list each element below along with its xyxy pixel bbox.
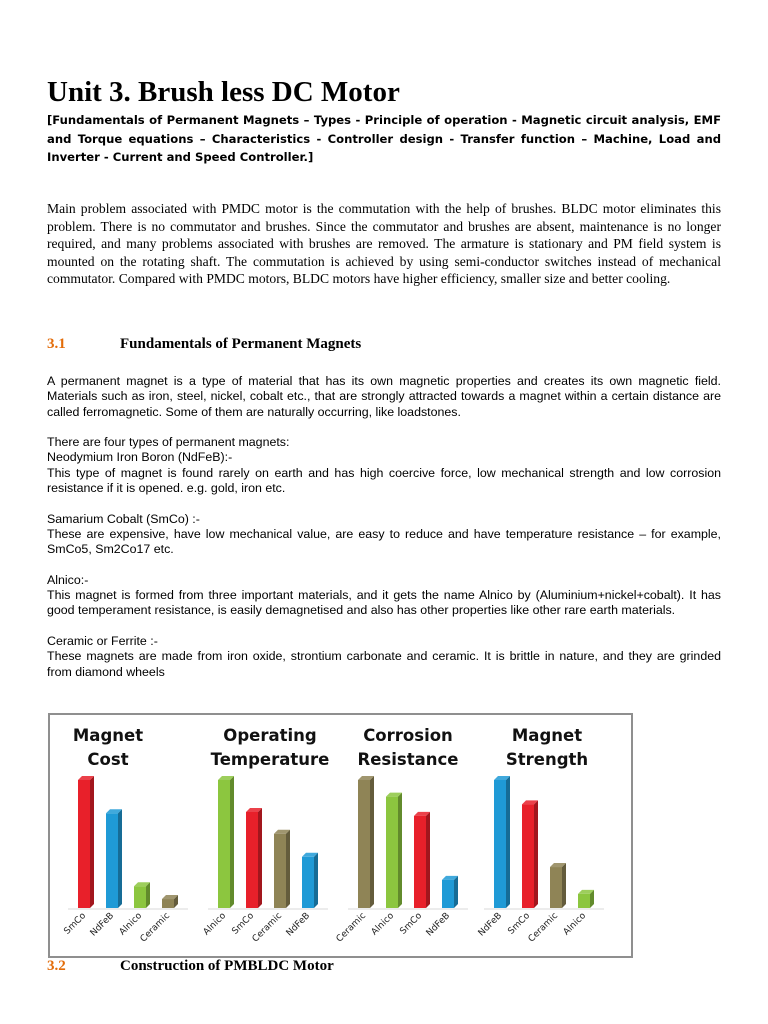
- type-description: These are expensive, have low mechanical value, are easy to reduce and have temperature resistance – for example, SmCo5, Sm2Co17 etc.: [47, 526, 721, 557]
- chart-panel: [477, 726, 604, 944]
- bar-side: [118, 809, 122, 908]
- chart-title: Temperature: [210, 750, 330, 769]
- bar-ceramic: [274, 834, 286, 908]
- section-title: Fundamentals of Permanent Magnets: [120, 336, 362, 352]
- bar-smco: [246, 812, 258, 908]
- bar-alnico: [386, 797, 398, 908]
- bar-ndfeb: [106, 813, 118, 908]
- bar-side: [562, 863, 566, 908]
- type-name: Ceramic or Ferrite :-: [47, 634, 158, 649]
- bar-side: [90, 776, 94, 908]
- section-3-1-body: [47, 374, 721, 680]
- section-number: 3.1: [47, 336, 66, 352]
- types-intro: There are four types of permanent magnets:: [47, 435, 290, 450]
- unit-title: Unit 3. Brush less DC Motor: [47, 76, 400, 108]
- chart-title: Corrosion: [363, 726, 453, 745]
- bar-alnico: [134, 886, 146, 908]
- unit-topics: [Fundamentals of Permanent Magnets – Types - Principle of operation - Magnetic circuit analysis, EMF and Torque equations – Characteristics - Controller design - Transfer function – Machine, Load and Inverter - Current and Speed Controller.]: [47, 113, 721, 164]
- type-description: These magnets are made from iron oxide, strontium carbonate and ceramic. It is brittle in nature, and they are grinded from diamond wheels: [47, 649, 721, 679]
- bar-ndfeb: [494, 780, 506, 908]
- category-label: SmCo: [230, 911, 257, 937]
- bar-ndfeb: [302, 857, 314, 908]
- type-description: This type of magnet is found rarely on earth and has high coercive force, low mechanical strength and low corrosion resistance if it is opened. e.g. gold, iron etc.: [47, 465, 721, 496]
- category-label: SmCo: [398, 911, 425, 937]
- chart-title: Magnet: [72, 726, 144, 745]
- category-label: Alnico: [117, 911, 145, 938]
- section-3-2-heading: [47, 958, 334, 975]
- section-number: 3.2: [47, 958, 66, 974]
- bar-side: [370, 776, 374, 908]
- category-label: Ceramic: [526, 911, 561, 945]
- chart-title: Strength: [505, 750, 589, 769]
- bar-side: [146, 882, 150, 908]
- definition-paragraph: A permanent magnet is a type of material that has its own magnetic properties and creates its own magnetic field. Materials such as iron, steel, nickel, cobalt etc., that are strongly attracted towards a magnet within a certain distance are called ferromagnetic. Some of them are naturally occurring, like loadstones.: [47, 374, 721, 419]
- chart-title: Operating: [223, 726, 317, 745]
- category-label: SmCo: [62, 911, 89, 937]
- bar-ceramic: [550, 867, 562, 908]
- bar-side: [398, 793, 402, 908]
- chart-title: Cost: [87, 750, 129, 769]
- section-3-1-heading: [47, 336, 361, 353]
- magnet-comparison-figure: [48, 713, 633, 958]
- bar-side: [454, 876, 458, 908]
- type-name: Neodymium Iron Boron (NdFeB):-: [47, 450, 233, 465]
- type-name: Alnico:-: [47, 572, 89, 587]
- chart-panel: [62, 726, 188, 944]
- category-label: Ceramic: [334, 911, 369, 945]
- magnet-comparison-charts: [50, 715, 631, 956]
- bar-alnico: [218, 780, 230, 908]
- type-name: Samarium Cobalt (SmCo) :-: [47, 511, 200, 526]
- bar-side: [230, 776, 234, 908]
- category-label: Ceramic: [138, 911, 173, 945]
- bar-ndfeb: [442, 880, 454, 908]
- bar-side: [314, 853, 318, 908]
- bar-side: [534, 800, 538, 908]
- bar-side: [426, 812, 430, 908]
- category-label: NdFeB: [88, 911, 117, 939]
- category-label: Alnico: [201, 911, 229, 938]
- bar-smco: [522, 804, 534, 908]
- category-label: SmCo: [506, 911, 533, 937]
- category-label: NdFeB: [284, 911, 313, 939]
- chart-panel: [202, 726, 330, 944]
- chart-panel: [335, 726, 468, 944]
- category-label: Ceramic: [250, 911, 285, 945]
- category-label: NdFeB: [424, 911, 453, 939]
- chart-title: Magnet: [511, 726, 583, 745]
- bar-side: [286, 830, 290, 908]
- intro-paragraph: Main problem associated with PMDC motor is the commutation with the help of brushes. BLDC motor eliminates this problem. There is no commutator and brushes. Since the commutator and brushes are absent, maintenance is no longer required, and many problems associated with brushes are removed. The armature is stationary and PM field system is mounted on the rotating shaft. The commutation is achieved by using semi-conductor switches instead of mechanical commutator. Compared with PMDC motors, BLDC motors have higher efficiency, smaller size and better cooling.: [47, 201, 721, 286]
- bar-ceramic: [358, 780, 370, 908]
- type-description: This magnet is formed from three important materials, and it gets the name Alnico by (Aluminium+nickel+cobalt). It has good temperament resistance, is easily demagnetised and also has other properties like other rare earth materials.: [47, 588, 721, 618]
- bar-side: [258, 808, 262, 908]
- bar-ceramic: [162, 899, 174, 908]
- section-title: Construction of PMBLDC Motor: [120, 958, 334, 974]
- category-label: NdFeB: [476, 911, 505, 939]
- bar-smco: [414, 816, 426, 908]
- category-label: Alnico: [561, 911, 589, 938]
- category-label: Alnico: [369, 911, 397, 938]
- bar-smco: [78, 780, 90, 908]
- bar-alnico: [578, 894, 590, 908]
- bar-side: [506, 776, 510, 908]
- chart-title: Resistance: [357, 750, 459, 769]
